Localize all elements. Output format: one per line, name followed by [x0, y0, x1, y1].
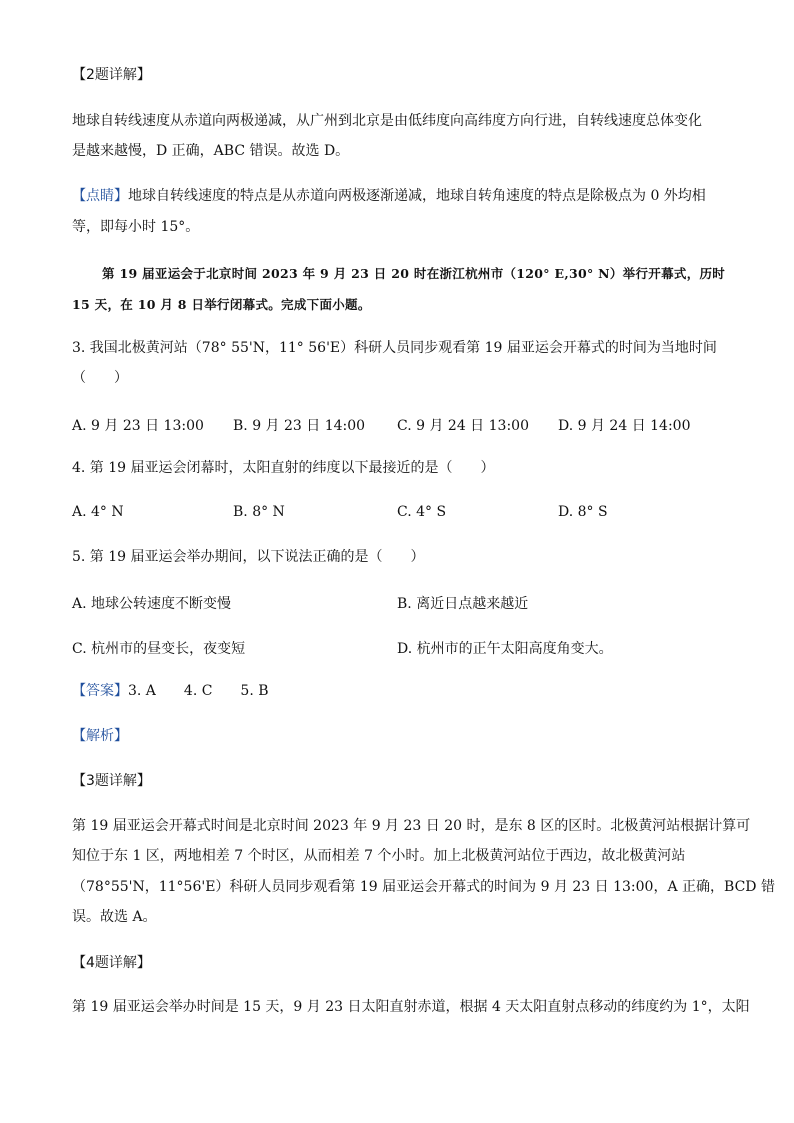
q5-stem: 5. 第 19 届亚运会举办期间，以下说法正确的是（ ） [72, 549, 425, 565]
section-4-text-line-1: 第 19 届亚运会举办时间是 15 天，9 月 23 日太阳直射赤道，根据 4 天太阳直射点移动的纬度约为 1°，太阳 [72, 999, 750, 1015]
section-4-header: 【4题详解】 [72, 955, 151, 971]
answer-line [72, 682, 269, 700]
section-3-text-line-1: 第 19 届亚运会开幕式时间是北京时间 2023 年 9 月 23 日 20 时，是东 8 区的区时。北极黄河站根据计算可 [72, 818, 751, 834]
answer-text: 3. A 4. C 5. B [128, 683, 269, 699]
point-text-line-1: 地球自转线速度的特点是从赤道向两极逐渐递减，地球自转角速度的特点是除极点为 0 外均相 [128, 188, 706, 204]
answer-label: 【答案】 [72, 683, 128, 699]
material-line-2: 15 天，在 10 月 8 日举行闭幕式。完成下面小题。 [72, 297, 371, 312]
q4-option-b: B. 8° N [233, 504, 285, 520]
section-3-header: 【3题详解】 [72, 773, 151, 789]
q3-option-a: A. 9 月 23 日 13:00 [72, 418, 204, 434]
q3-stem: 3. 我国北极黄河站（78° 55'N，11° 56'E）科研人员同步观看第 19 届亚运会开幕式的时间为当地时间 [72, 340, 717, 356]
q4-stem: 4. 第 19 届亚运会闭幕时，太阳直射的纬度以下最接近的是（ ） [72, 460, 495, 476]
section-2-header: 【2题详解】 [72, 67, 151, 83]
material-line-1: 第 19 届亚运会于北京时间 2023 年 9 月 23 日 20 时在浙江杭州市（120° E,30° N）举行开幕式，历时 [102, 266, 726, 281]
q4-option-a: A. 4° N [72, 504, 124, 520]
section-2-text-line-1: 地球自转线速度从赤道向两极递减，从广州到北京是由低纬度向高纬度方向行进，自转线速度总体变化 [72, 113, 702, 129]
section-2-text-line-2: 是越来越慢，D 正确，ABC 错误。故选 D。 [72, 143, 350, 159]
q5-option-b: B. 离近日点越来越近 [397, 596, 529, 612]
q5-option-c: C. 杭州市的昼变长，夜变短 [72, 641, 246, 657]
q5-option-d: D. 杭州市的正午太阳高度角变大。 [397, 641, 613, 657]
q4-option-c: C. 4° S [397, 504, 447, 520]
q3-blank: （ ） [72, 370, 128, 386]
q3-option-b: B. 9 月 23 日 14:00 [233, 418, 366, 434]
section-3-text-line-2: 知位于东 1 区，两地相差 7 个时区，从而相差 7 个小时。加上北极黄河站位于西边，故北极黄河站 [72, 848, 686, 864]
point-paragraph-line-1 [72, 187, 706, 205]
q3-option-c: C. 9 月 24 日 13:00 [397, 418, 529, 434]
q3-option-d: D. 9 月 24 日 14:00 [558, 418, 691, 434]
section-3-text-line-4: 误。故选 A。 [72, 909, 157, 925]
q5-option-a: A. 地球公转速度不断变慢 [72, 596, 232, 612]
section-3-text-line-3: （78°55'N，11°56'E）科研人员同步观看第 19 届亚运会开幕式的时间为 9 月 23 日 13:00，A 正确，BCD 错 [72, 879, 775, 895]
analysis-label: 【解析】 [72, 728, 128, 744]
point-label: 【点睛】 [72, 188, 128, 204]
q4-option-d: D. 8° S [558, 504, 608, 520]
point-text-line-2: 等，即每小时 15°。 [72, 219, 200, 235]
